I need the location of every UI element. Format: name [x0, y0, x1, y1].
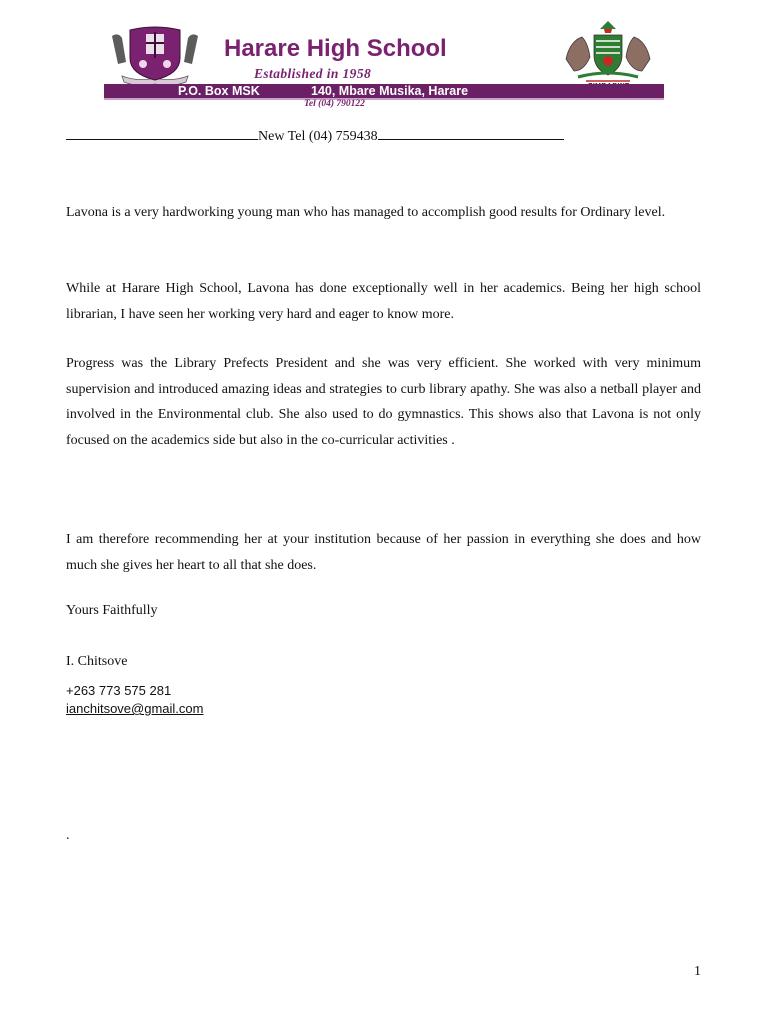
paragraph-intro: Lavona is a very hardworking young man who has managed to accomplish good results for Ordinary level.	[66, 205, 666, 220]
signatory-email-link[interactable]: ianchitsove@gmail.com	[66, 701, 204, 716]
page-number: 1	[694, 964, 701, 979]
new-telephone-line	[66, 129, 586, 145]
old-telephone: Tel (04) 790122	[304, 99, 365, 109]
new-telephone: New Tel (04) 759438	[258, 129, 378, 144]
coat-of-arms-icon	[556, 19, 660, 91]
rule-right	[378, 138, 564, 140]
school-name: Harare High School	[224, 35, 447, 62]
paragraph-activities: Progress was the Library Prefects President and she was very efficient. She worked with very minimum supervision and introduced amazing ideas and strategies to curb library apathy. She was also a netball player and involved in the Environmental club. She also used to do gymnastics. This shows also that Lavona is not only focused on the academics side but also in the co-curricular activities .	[66, 356, 701, 448]
signatory-phone: +263 773 575 281	[66, 683, 172, 698]
established-tagline: Established in 1958	[254, 66, 372, 81]
trailing-dot: .	[66, 828, 70, 843]
address-bar	[104, 84, 664, 100]
rule-left	[66, 138, 258, 140]
paragraph-recommendation: I am therefore recommending her at your institution because of her passion in everything she does and how much she gives her heart to all that she does.	[66, 532, 701, 573]
address-box: P.O. Box MSK	[178, 84, 260, 98]
school-crest-icon	[108, 22, 202, 88]
address-street: 140, Mbare Musika, Harare	[311, 84, 469, 98]
paragraph-academics: While at Harare High School, Lavona has done exceptionally well in her academics. Being her high school librarian, I have seen her working very hard and eager to know more.	[66, 281, 701, 322]
signatory-name: I. Chitsove	[66, 654, 128, 669]
closing-salutation: Yours Faithfully	[66, 603, 158, 618]
